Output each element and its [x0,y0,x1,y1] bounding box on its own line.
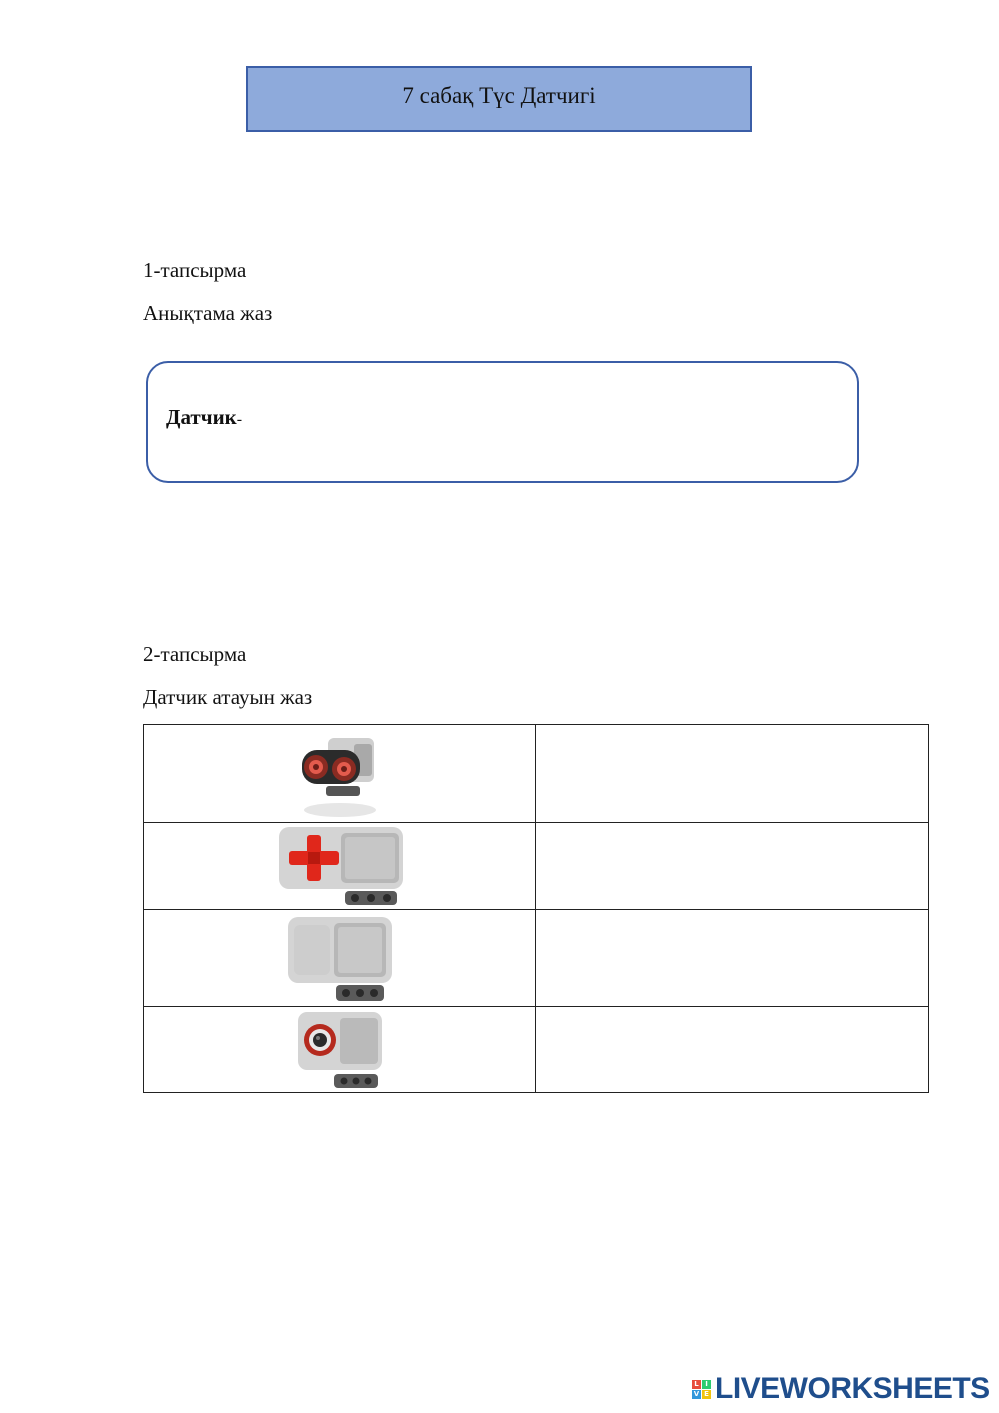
touch-sensor-image [275,823,405,909]
logo-blocks-icon [692,1380,711,1399]
ultrasonic-sensor-image [292,728,388,820]
color-sensor-image [284,911,396,1005]
liveworksheets-logo[interactable] [692,1372,990,1406]
logo-block: L [692,1380,701,1389]
definition-term [166,405,242,430]
logo-block: E [702,1390,711,1399]
sensor-table [143,724,929,1093]
logo-block: I [702,1380,711,1389]
logo-text: LIVEWORKSHEETS [715,1372,990,1405]
sensor-image-cell [144,823,536,910]
task1-instruction: Анықтама жаз [143,301,273,325]
table-row [144,910,929,1007]
task1-heading: 1-тапсырма [143,258,247,282]
definition-term-label: Датчик [166,405,237,429]
definition-box[interactable] [146,361,859,483]
definition-dash: - [236,411,243,428]
table-row [144,823,929,910]
sensor-image-cell [144,1007,536,1093]
answer-cell[interactable] [536,823,929,910]
logo-block: V [693,1389,700,1398]
table-row [144,725,929,823]
task2-heading: 2-тапсырма [143,642,247,666]
infrared-sensor-image [294,1008,386,1092]
sensor-image-cell [144,910,536,1007]
table-row [144,1007,929,1093]
answer-cell[interactable] [536,910,929,1007]
sensor-image-cell [144,725,536,823]
task2-instruction: Датчик атауын жаз [143,685,313,709]
page-title: 7 сабақ Түс Датчигі [246,66,752,132]
answer-cell[interactable] [536,1007,929,1093]
answer-cell[interactable] [536,725,929,823]
